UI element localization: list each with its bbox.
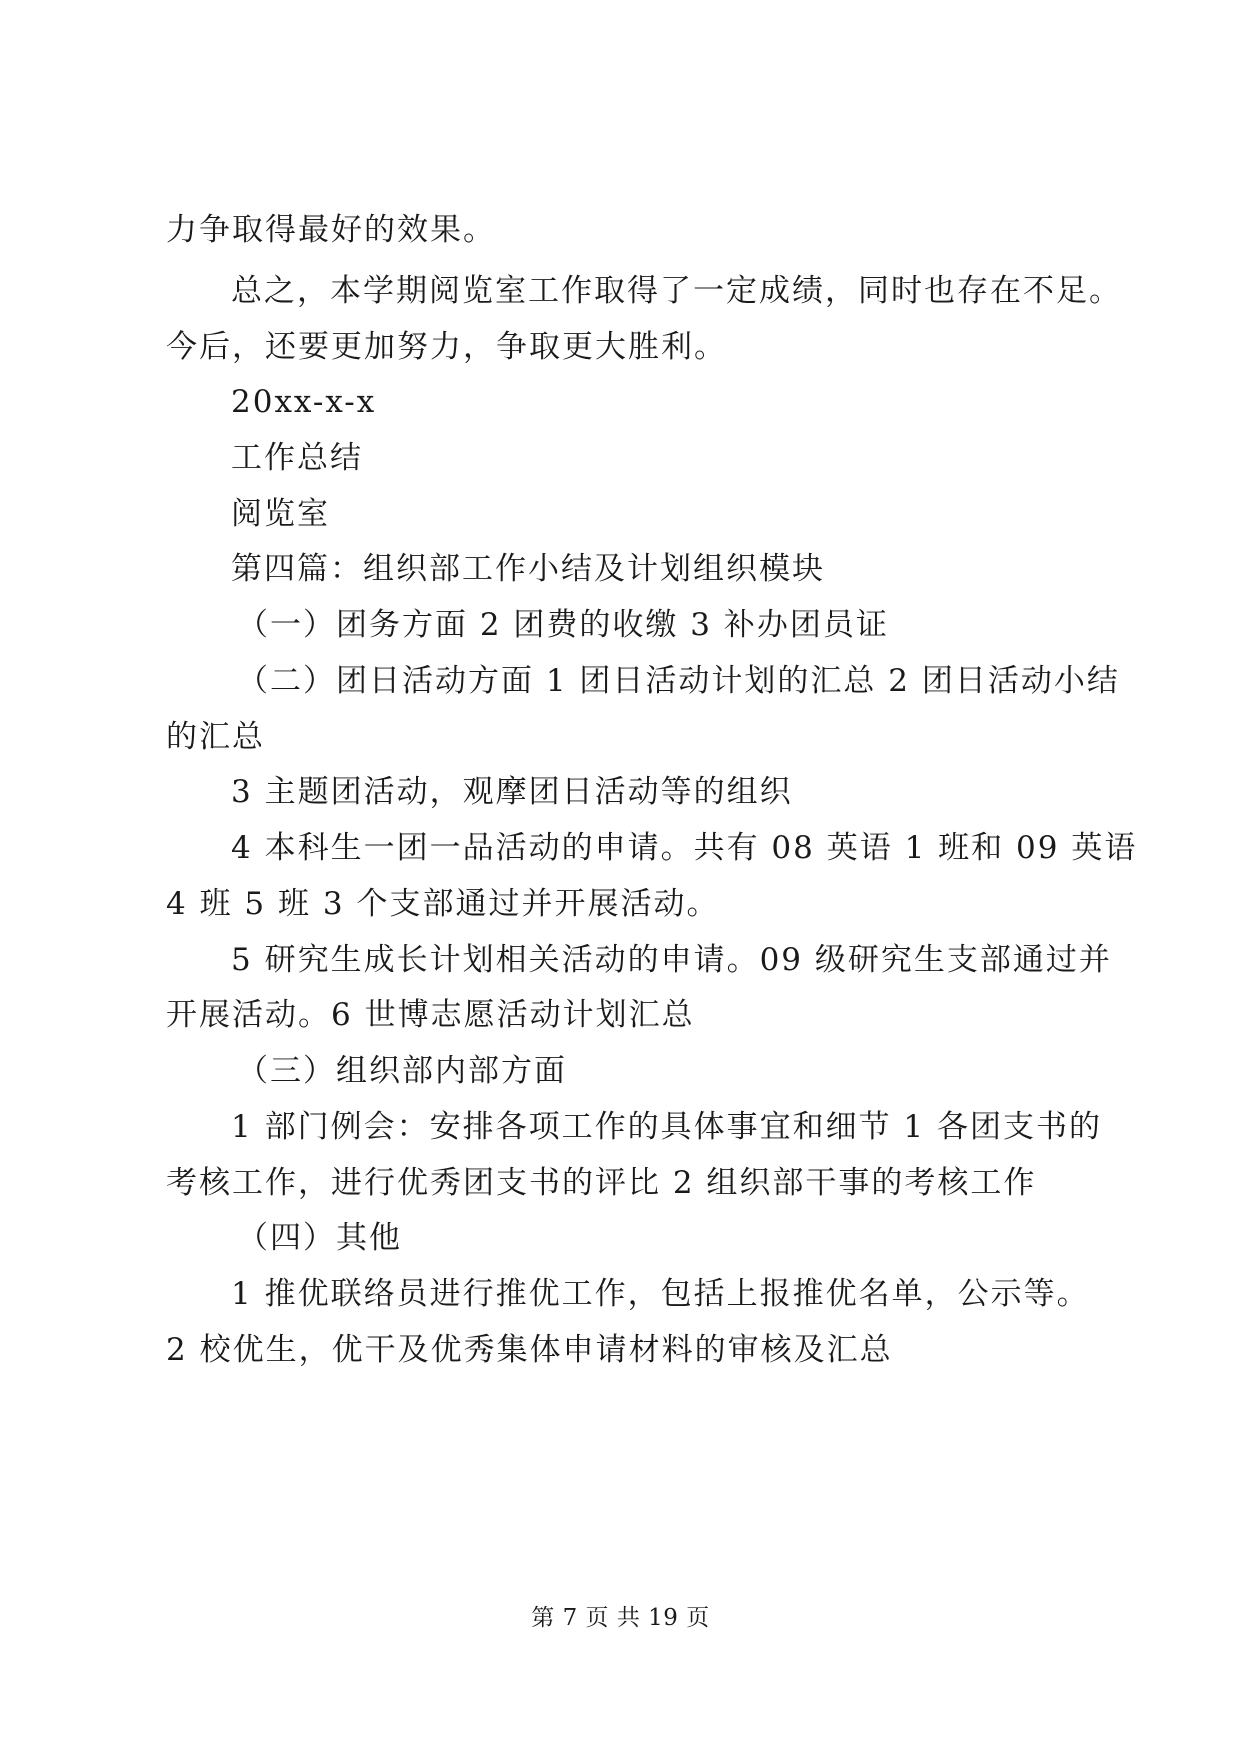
text-line: （三）组织部内部方面 (237, 1053, 567, 1089)
text-line: （四）其他 (237, 1220, 402, 1256)
text-line: 3 主题团活动，观摩团日活动等的组织 (231, 774, 793, 810)
text-line: 力争取得最好的效果。 (166, 212, 496, 248)
text-line: 考核工作，进行优秀团支书的评比 2 组织部干事的考核工作 (166, 1165, 1037, 1201)
text-line: 的汇总 (166, 719, 265, 755)
text-line: 总之，本学期阅览室工作取得了一定成绩，同时也存在不足。 (231, 273, 1122, 309)
text-line: 5 研究生成长计划相关活动的申请。09 级研究生支部通过并 (231, 942, 1112, 978)
date-line: 20xx-x-x (231, 384, 377, 420)
text-line: 1 部门例会：安排各项工作的具体事宜和细节 1 各团支书的 (231, 1109, 1103, 1145)
text-line: 4 班 5 班 3 个支部通过并开展活动。 (166, 886, 720, 922)
text-line: 开展活动。6 世博志愿活动计划汇总 (166, 997, 695, 1033)
text-line: 阅览室 (231, 496, 330, 532)
text-line: 工作总结 (231, 440, 363, 476)
text-line: （一）团务方面 2 团费的收缴 3 补办团员证 (237, 607, 889, 643)
text-line: 4 本科生一团一品活动的申请。共有 08 英语 1 班和 09 英语 (231, 830, 1138, 866)
text-line: （二）团日活动方面 1 团日活动计划的汇总 2 团日活动小结 (237, 663, 1120, 699)
text-line: 1 推优联络员进行推优工作，包括上报推优名单，公示等。 (231, 1276, 1090, 1312)
text-line: 今后，还要更加努力，争取更大胜利。 (166, 329, 727, 365)
page-number-footer: 第 7 页 共 19 页 (531, 1605, 710, 1631)
section-heading: 第四篇：组织部工作小结及计划组织模块 (231, 551, 825, 587)
text-line: 2 校优生，优干及优秀集体申请材料的审核及汇总 (166, 1332, 893, 1368)
